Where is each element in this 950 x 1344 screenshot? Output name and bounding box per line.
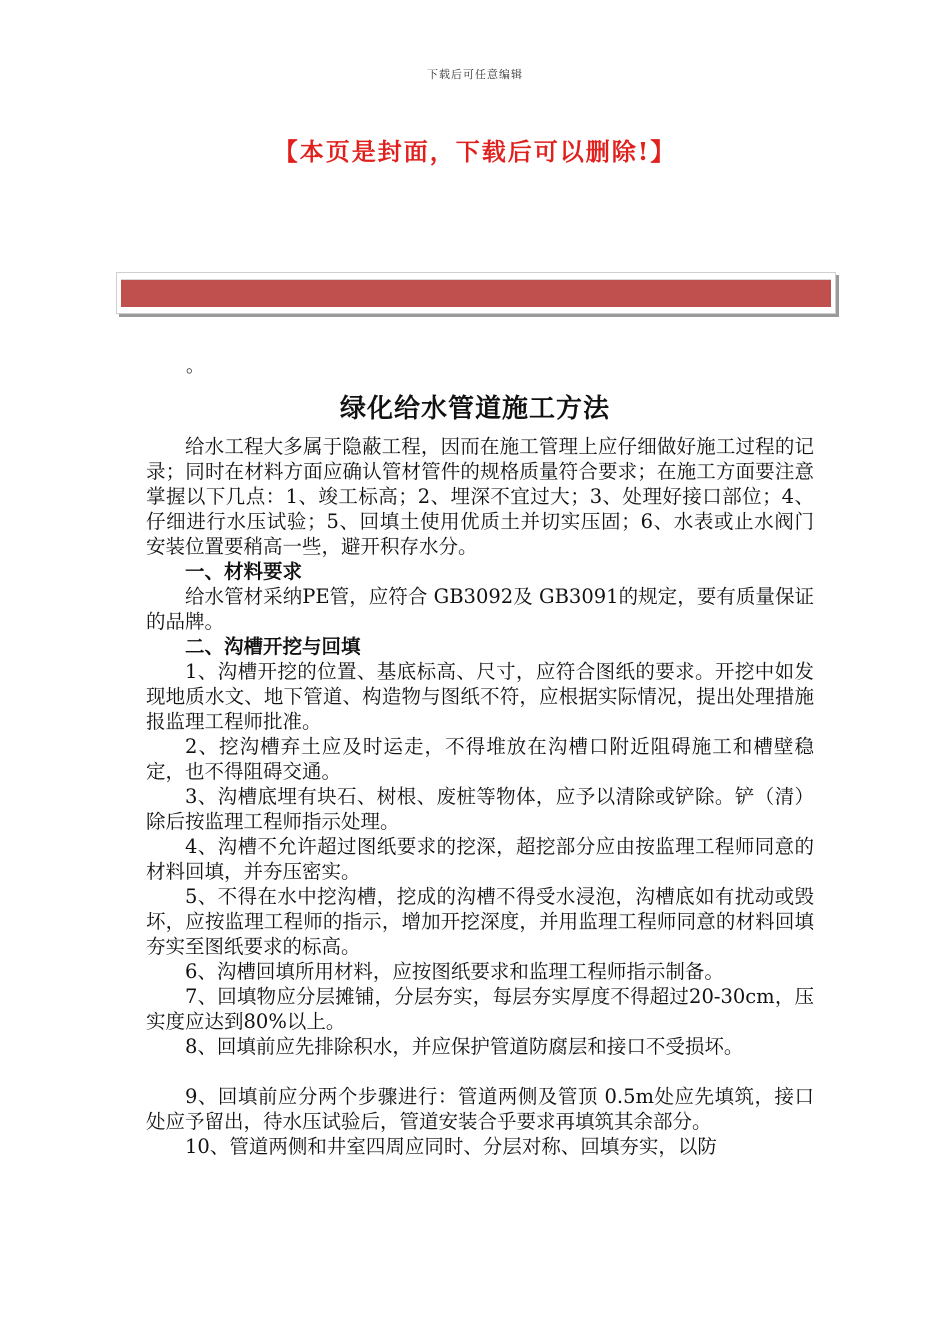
banner-fill bbox=[121, 279, 831, 307]
document-title: 绿化给水管道施工方法 bbox=[339, 394, 610, 424]
section-heading: 一、材料要求 bbox=[185, 560, 303, 583]
paragraph: 10、管道两侧和井室四周应同时、分层对称、回填夯实，以防 bbox=[185, 1135, 717, 1158]
paragraph: 5、不得在水中挖沟槽，挖成的沟槽不得受水浸泡，沟槽底如有扰动或毁坏，应按监理工程师的指示，增加开挖深度，并用监理工程师同意的材料回填夯实至图纸要求的标高。 bbox=[146, 885, 814, 958]
stray-period: 。 bbox=[186, 356, 204, 377]
paragraph: 4、沟槽不允许超过图纸要求的挖深，超挖部分应由按监理工程师同意的材料回填，并夯压密实。 bbox=[146, 835, 814, 883]
paragraph: 2、挖沟槽弃土应及时运走，不得堆放在沟槽口附近阻碍施工和槽壁稳定，也不得阻碍交通。 bbox=[146, 735, 814, 783]
section-heading: 二、沟槽开挖与回填 bbox=[185, 635, 361, 658]
cover-notice: 【本页是封面，下载后可以删除!】 bbox=[273, 137, 677, 166]
document-body bbox=[146, 434, 814, 1159]
paragraph: 9、回填前应分两个步骤进行：管道两侧及管顶 0.5m处应先填筑，接口处应予留出，待水压试验后，管道安装合乎要求再填筑其余部分。 bbox=[146, 1085, 814, 1133]
paragraph: 给水管材采纳PE管，应符合 GB3092及 GB3091的规定，要有质量保证的品牌。 bbox=[146, 585, 814, 633]
paragraph: 1、沟槽开挖的位置、基底标高、尺寸，应符合图纸的要求。开挖中如发现地质水文、地下管道、构造物与图纸不符，应根据实际情况，提出处理措施报监理工程师批准。 bbox=[146, 660, 814, 733]
paragraph: 给水工程大多属于隐蔽工程，因而在施工管理上应仔细做好施工过程的记录；同时在材料方面应确认管材管件的规格质量符合要求；在施工方面要注意掌握以下几点：1、竣工标高；2、埋深不宜过大；3、处理好接口部位；4、仔细进行水压试验；5、回填土使用优质土并切实压固；6、水表或止水阀门安装位置要稍高一些，避开积存水分。 bbox=[146, 435, 814, 558]
paragraph: 7、回填物应分层摊铺，分层夯实，每层夯实厚度不得超过20-30cm，压实度应达到80%以上。 bbox=[146, 985, 814, 1033]
paragraph: 3、沟槽底埋有块石、树根、废桩等物体，应予以清除或铲除。铲（清）除后按监理工程师指示处理。 bbox=[146, 785, 814, 833]
header-note: 下载后可任意编辑 bbox=[427, 68, 523, 81]
paragraph: 8、回填前应先排除积水，并应保护管道防腐层和接口不受损坏。 bbox=[185, 1035, 744, 1058]
paragraph: 6、沟槽回填所用材料，应按图纸要求和监理工程师指示制备。 bbox=[185, 960, 724, 983]
decorative-banner bbox=[116, 272, 836, 314]
